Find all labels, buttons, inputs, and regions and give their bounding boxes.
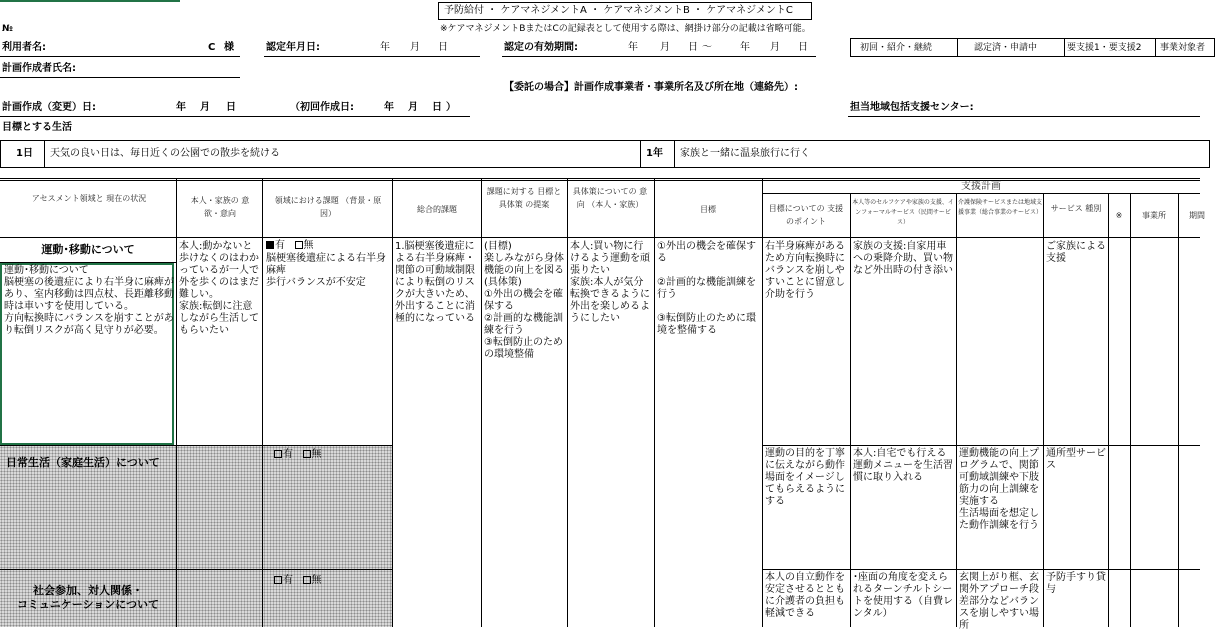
row1-point: 右半身麻痺があるため方向転換時にバランスを崩しやすいことに留意し介助を行う — [765, 241, 845, 300]
col-line-3 — [392, 178, 393, 627]
header-assessment: アセスメント領域と 現在の状況 — [31, 194, 147, 203]
row1-checkbox-no-icon[interactable] — [295, 241, 303, 249]
validity-month-from: 月 — [660, 42, 670, 53]
user-name-label: 利用者名: — [2, 42, 46, 53]
row2-point: 運動の目的を丁寧に伝えながら動作場面をイメージしてもらえるようにする — [765, 448, 845, 507]
validity-tilde: 〜 — [702, 42, 712, 53]
plan-date-year: 年 — [176, 102, 186, 113]
col-line-7 — [762, 178, 763, 627]
initial-date-close: ） — [446, 102, 456, 113]
row1-issue: 脳梗塞後遺症による右半身麻痺 歩行バランスが不安定 — [266, 253, 386, 288]
row2-check — [274, 449, 322, 461]
row2-insurance: 運動機能の向上プログラムで、関節可動域訓練や下肢筋力の向上訓練を実施する 生活場面を想定した動作訓練を行う — [959, 448, 1039, 531]
row1-check — [266, 240, 314, 252]
header-mark: ※ — [1115, 211, 1123, 220]
row2-check-no-label: 無 — [311, 449, 322, 460]
col-line-9 — [956, 193, 957, 627]
goals-section-label: 目標とする生活 — [2, 122, 72, 133]
row1-self-support: 家族の支援:自家用車への乗降介助、買い物など外出時の付き添い — [853, 241, 953, 276]
header-provider: 事業所 — [1142, 211, 1166, 220]
row3-check-no-label: 無 — [311, 575, 322, 586]
status-option-initial: 初回・紹介・継続 — [860, 43, 933, 53]
goals-divider-1 — [44, 140, 45, 168]
col-line-4 — [481, 178, 482, 627]
header-opinion: 具体策についての 意向 （本人・家族） — [572, 187, 648, 209]
plan-date-month: 月 — [200, 102, 210, 113]
initial-date-year: 年 — [384, 102, 394, 113]
validity-day-to: 日 — [798, 42, 808, 53]
center-label: 担当地域包括支援センター: — [850, 102, 974, 113]
user-name-value: C — [208, 42, 216, 53]
day-goal-text: 天気の良い日は、毎日近くの公園での散歩を続ける — [50, 148, 280, 159]
col-line-11 — [1108, 193, 1109, 627]
status-option-support-level: 要支援1・要支援2 — [1067, 43, 1142, 53]
row2-self-support: 本人:自宅でも行える運動メニューを生活習慣に取り入れる — [853, 448, 953, 483]
row1-goal: ①外出の機会を確保する ②計画的な機能訓練を行う ③転倒防止のために環境を整備する — [657, 241, 756, 336]
goals-divider-2 — [640, 140, 641, 168]
validity-day-from: 日 — [688, 42, 698, 53]
certified-month: 月 — [410, 42, 420, 53]
row3-check — [274, 575, 322, 587]
row1-title: 運動･移動について — [41, 243, 135, 256]
table-top-line — [0, 178, 1200, 179]
col-line-8 — [850, 193, 851, 627]
row3-title: 社会参加、対人関係・ コミュニケーションについて — [16, 584, 160, 611]
header-overall: 総合的課題 — [417, 205, 457, 214]
plan-date-label: 計画作成（変更）日: — [2, 102, 96, 113]
row1-bottom-line-right — [762, 445, 1200, 446]
row1-service-type: ご家族による支援 — [1046, 241, 1106, 264]
header-support-plan: 支援計画 — [961, 181, 1001, 192]
row2-service-type: 通所型サービス — [1046, 448, 1106, 471]
row1-check-yes-label: 有 — [275, 240, 285, 251]
validity-year-to: 年 — [740, 42, 750, 53]
header-point: 目標についての 支援のポイント — [768, 204, 844, 226]
col-line-10 — [1043, 193, 1044, 627]
plan-type-label: 予防給付 ・ ケアマネジメントA ・ ケアマネジメントB ・ ケアマネジメントC — [444, 5, 793, 16]
row2-checkbox-yes-icon[interactable] — [274, 450, 282, 458]
header-goal: 目標 — [700, 205, 716, 214]
certified-day: 日 — [438, 42, 448, 53]
row2-bottom-line — [0, 569, 392, 570]
row3-check-yes-label: 有 — [283, 575, 293, 586]
validity-label: 認定の有効期間: — [504, 42, 578, 53]
support-plan-underline — [762, 193, 1200, 194]
initial-date-day: 日 — [432, 102, 442, 113]
validity-year-from: 年 — [628, 42, 638, 53]
plan-date-day: 日 — [226, 102, 236, 113]
doc-number-label: № — [2, 24, 13, 34]
header-proposal: 課題に対する 目標と具体策 の提案 — [486, 187, 562, 209]
certified-date-label: 認定年月日: — [266, 42, 320, 53]
row2-shade-b — [263, 446, 393, 570]
header-period: 期間 — [1189, 211, 1205, 220]
row1-situation[interactable]: 運動･移動について 脳梗塞の後遺症により右半身に麻痺があり、室内移動は四点杖、長距離移動時は車いすを使用している。 方向転換時にバランスを崩すことがあり転倒リスクが高く見守りが必要。 — [4, 265, 174, 336]
col-line-2 — [262, 178, 263, 627]
row1-checkbox-yes-icon[interactable] — [266, 241, 274, 249]
row2-checkbox-no-icon[interactable] — [303, 450, 311, 458]
row3-point: 本人の自立動作を安定させるとともに介護者の負担も軽減できる — [765, 572, 845, 619]
goals-divider-3 — [674, 140, 675, 168]
row3-checkbox-yes-icon[interactable] — [274, 576, 282, 584]
certified-year: 年 — [380, 42, 390, 53]
row1-intent: 本人:動かないと歩けなくのはわかっているが一人で外を歩くのはまだ難しい。 家族:転倒に注意しながら生活してもらいたい — [179, 241, 259, 336]
row1-check-no-label: 無 — [303, 240, 314, 251]
col-line-5 — [567, 178, 568, 627]
year-goal-label: 1年 — [646, 148, 663, 159]
plan-date-underline — [0, 116, 470, 117]
row2-title: 日常生活（家庭生活）について — [6, 456, 160, 469]
header-bottom-line — [0, 237, 1200, 238]
status-option-target: 事業対象者 — [1160, 43, 1206, 53]
validity-month-to: 月 — [770, 42, 780, 53]
col-line-6 — [654, 178, 655, 627]
sheet-top-accent — [0, 0, 180, 2]
row2-bottom-line-right — [762, 569, 1200, 570]
certified-underline — [264, 56, 480, 57]
honorific-text: 様 — [224, 42, 234, 53]
status-option-certified: 認定済・申請中 — [974, 43, 1038, 53]
header-insurance: 介護保険サービスまたは地域支援事業（総合事業のサービス） — [958, 199, 1043, 216]
row1-insurance — [959, 241, 1042, 441]
header-self-support: 本人等のセルフケアや家族の支援、インフォーマルサービス（民間サービス） — [852, 199, 954, 226]
validity-underline — [502, 56, 816, 57]
user-name-underline — [0, 56, 240, 57]
row1-bottom-line — [0, 445, 392, 446]
header-issue: 領域における課題 （背景・原因） — [274, 196, 382, 218]
planner-name-label: 計画作成者氏名: — [2, 63, 76, 74]
row1-proposal: (目標) 楽しみながら身体機能の向上を図る (具体策) ①外出の機会を確保する ②計画的な機能訓練を行う ③転倒防止のための環境整備 — [484, 241, 564, 360]
year-goal-text: 家族と一緒に温泉旅行に行く — [680, 148, 810, 159]
col-line-12 — [1130, 193, 1131, 627]
consign-label: 【委託の場合】計画作成事業者・事業所名及び所在地（連絡先）: — [504, 82, 798, 93]
row3-self-support: ･座面の角度を変えられるターンチルトシートを使用する（自費レンタル） — [853, 572, 953, 619]
row2-check-yes-label: 有 — [283, 449, 293, 460]
col-line-13 — [1178, 193, 1179, 627]
day-goal-label: 1日 — [16, 148, 33, 159]
row1-opinion: 本人:買い物に行けるよう運動を頑張りたい 家族:本人が気分転換できるように外出を楽しめるようにしたい — [570, 241, 650, 324]
row3-insurance: 玄関上がり框、玄関外アプローチ段差部分などバランスを崩しやすい場所 — [959, 572, 1039, 631]
note-text: ※ケアマネジメントBまたはCの記録表として使用する際は、網掛け部分の記載は省略可能。 — [440, 24, 811, 34]
center-underline — [848, 116, 1200, 117]
header-service-type: サービス 種別 — [1050, 204, 1102, 213]
row1-overall: 1.脳梗塞後遺症による右半身麻痺・関節の可動域制限により転倒のリスクが大きいため、外出することに消極的になっている — [395, 241, 475, 324]
header-intent: 本人・家族の 意欲・意向 — [190, 196, 250, 218]
initial-date-label: （初回作成日: — [290, 102, 354, 113]
initial-date-month: 月 — [408, 102, 418, 113]
planner-underline — [0, 77, 240, 78]
col-line-1 — [176, 178, 177, 627]
row3-checkbox-no-icon[interactable] — [303, 576, 311, 584]
row3-service-type: 予防手すり貸与 — [1046, 572, 1106, 595]
